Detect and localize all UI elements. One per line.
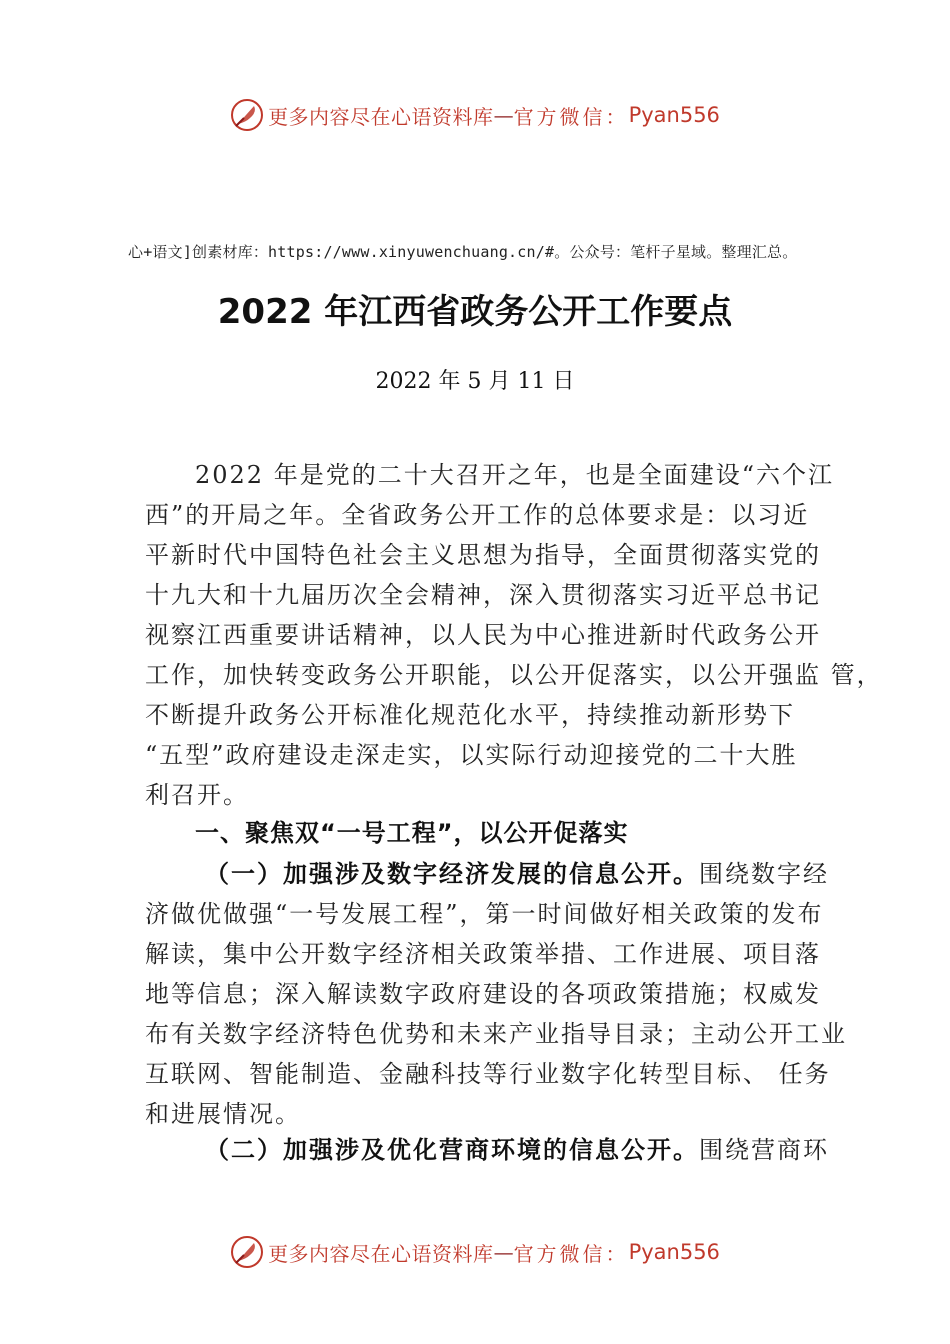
subsection-text: 围绕数字经 [699, 860, 829, 888]
top-banner [0, 95, 950, 135]
subsection-text: 围绕营商环 [699, 1136, 829, 1164]
wechat-label: 官方微信： [513, 1241, 629, 1266]
intro-line: 利召开。 [145, 781, 249, 809]
section-heading: 一、聚焦双“一号工程”，以公开促落实 [195, 819, 629, 847]
banner-dash: — [493, 103, 514, 127]
intro-paragraph [145, 455, 883, 815]
intro-line: “五型”政府建设走深走实，以实际行动迎接党的二十大胜 [145, 741, 798, 769]
intro-line: 十九大和十九届历次全会精神，深入贯彻落实习近平总书记 [145, 581, 821, 609]
subsection-first-line [145, 854, 829, 894]
subsection-line: 解读，集中公开数字经济相关政策举措、工作进展、项目落 [145, 940, 821, 968]
promo-text: 更多内容尽在心语资料库 [268, 104, 494, 129]
subsection-line: 和进展情况。 [145, 1100, 301, 1128]
intro-line: 不断提升政务公开标准化规范化水平，持续推动新形势下 [145, 701, 795, 729]
wechat-id: Pyan556 [628, 1240, 720, 1264]
intro-line: 平新时代中国特色社会主义思想为指导，全面贯彻落实党的 [145, 541, 821, 569]
subsection-first-line [145, 1130, 829, 1170]
subsection-line: 互联网、智能制造、金融科技等行业数字化转型目标、 任务 [145, 1060, 831, 1088]
wechat-label: 官方微信： [513, 104, 629, 129]
subsection-title: （一）加强涉及数字经济发展的信息公开。 [205, 859, 699, 888]
document-date: 2022 年 5 月 11 日 [375, 369, 575, 394]
subsection-2 [145, 1130, 829, 1170]
subsection-line: 布有关数字经济特色优势和未来产业指导目录；主动公开工业 [145, 1020, 847, 1048]
subsection-line: 地等信息；深入解读数字政府建设的各项政策措施；权威发 [145, 980, 821, 1008]
intro-line: 视察江西重要讲话精神，以人民为中心推进新时代政务公开 [145, 621, 821, 649]
source-line: 心+语文]创素材库：https://www.xinyuwenchuang.cn/#。公众号：笔杆子星域。整理汇总。 [128, 243, 798, 261]
document-title: 2022 年江西省政务公开工作要点 [217, 292, 733, 332]
promo-text: 更多内容尽在心语资料库 [268, 1241, 494, 1266]
banner-dash: — [493, 1240, 514, 1264]
bottom-banner [0, 1232, 950, 1272]
intro-line: 2022 年是党的二十大召开之年，也是全面建设“六个江 [195, 461, 834, 489]
wechat-id: Pyan556 [628, 103, 720, 127]
subsection-1 [145, 854, 847, 1134]
subsection-line: 济做优做强“一号发展工程”，第一时间做好相关政策的发布 [145, 900, 824, 928]
intro-line: 西”的开局之年。全省政务公开工作的总体要求是：以习近 [145, 501, 810, 529]
quill-feather-icon [230, 1235, 264, 1269]
subsection-title: （二）加强涉及优化营商环境的信息公开。 [205, 1135, 699, 1164]
quill-feather-icon [230, 98, 264, 132]
intro-line: 工作，加快转变政务公开职能，以公开促落实，以公开强监 管， [145, 661, 883, 689]
